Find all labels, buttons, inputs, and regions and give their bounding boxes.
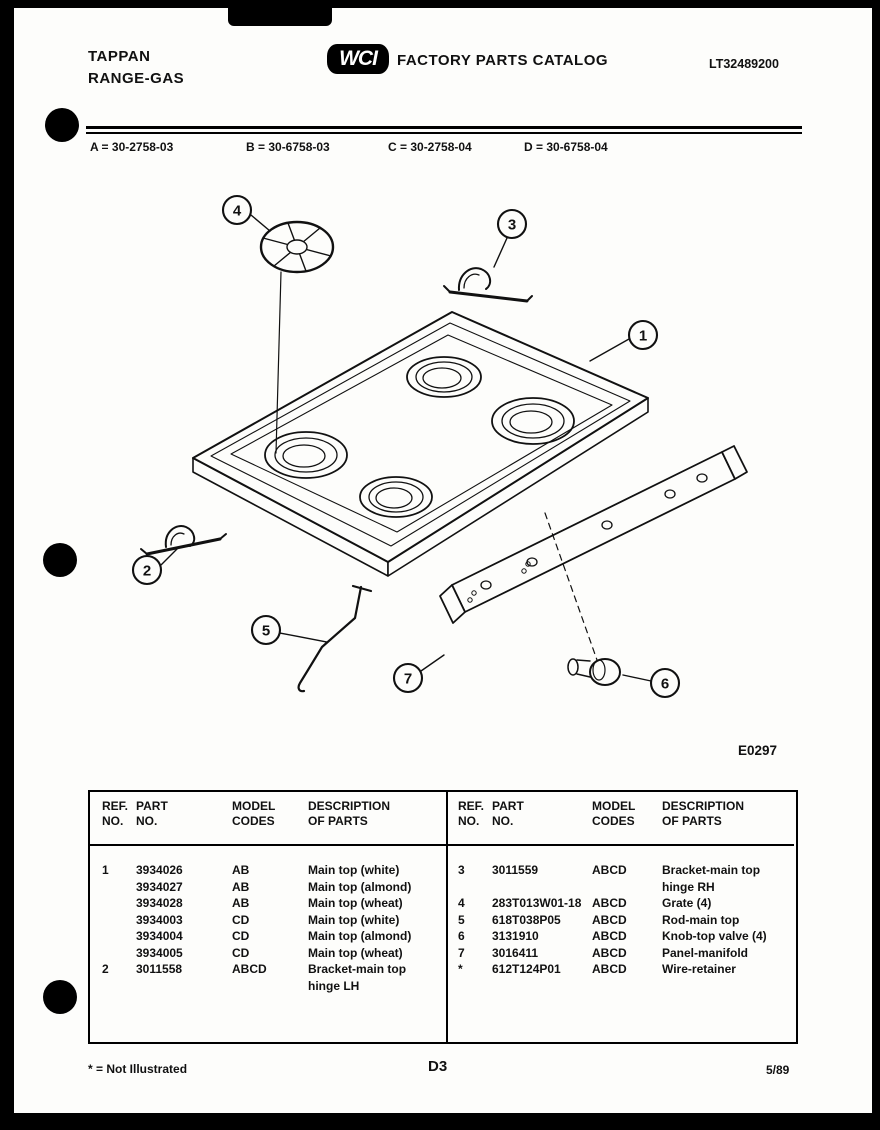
cell-codes: CD xyxy=(232,929,250,943)
cell-ref: 6 xyxy=(458,929,465,943)
cell-part: 618T038P05 xyxy=(492,912,561,927)
cell-part: 283T013W01-18 xyxy=(492,896,582,910)
svg-text:1: 1 xyxy=(638,327,648,345)
cell-desc: Main top (white) xyxy=(308,863,400,877)
svg-text:5: 5 xyxy=(261,622,271,640)
table-row xyxy=(90,945,446,962)
svg-text:6: 6 xyxy=(660,675,670,693)
parts-table-left-half xyxy=(90,792,448,1042)
cell-desc: Main top (wheat) xyxy=(308,896,403,910)
header-part: PART NO. xyxy=(136,799,168,828)
callout-2 xyxy=(133,556,161,584)
wci-logo: WCI xyxy=(327,44,389,74)
page-number: D3 xyxy=(428,1058,448,1075)
cell-desc: Main top (wheat) xyxy=(308,945,403,960)
svg-text:4: 4 xyxy=(232,202,242,220)
cell-part: 612T124P01 xyxy=(492,962,561,976)
model-code-legend xyxy=(0,140,880,156)
cell-codes: ABCD xyxy=(592,912,627,927)
cell-ref xyxy=(90,895,136,912)
document-number: LT32489200 xyxy=(709,57,779,71)
callout-6 xyxy=(651,669,679,697)
cell-desc: Bracket-main top hinge RH xyxy=(662,863,761,894)
parts-table-right-half xyxy=(448,792,794,1042)
cell-desc: Main top (white) xyxy=(308,912,400,927)
not-illustrated-note: * = Not Illustrated xyxy=(88,1062,188,1076)
cell-ref xyxy=(90,879,136,896)
cell-desc: Wire-retainer xyxy=(662,962,736,976)
cell-ref xyxy=(90,912,136,929)
header-divider-left xyxy=(90,844,446,846)
bracket-hinge-rh xyxy=(444,268,532,301)
cell-part: 3934003 xyxy=(136,912,183,927)
cell-part: 3011559 xyxy=(492,863,539,877)
cell-part: 3934004 xyxy=(136,929,183,943)
callout-5 xyxy=(252,616,280,644)
header-divider-right xyxy=(448,844,794,846)
cell-ref xyxy=(90,945,136,962)
cell-codes: ABCD xyxy=(592,962,627,976)
header-model: MODEL CODES xyxy=(592,799,636,828)
model-code-c: C = 30-2758-04 xyxy=(388,140,472,154)
cell-codes: ABCD xyxy=(592,896,627,910)
table-row xyxy=(448,945,794,962)
cell-part: 3016411 xyxy=(492,945,539,960)
cell-codes: ABCD xyxy=(592,929,627,943)
svg-text:7: 7 xyxy=(403,670,413,688)
punch-hole-top xyxy=(45,108,79,142)
cell-ref: 1 xyxy=(102,863,109,877)
table-row xyxy=(448,895,794,912)
header-ref: REF. NO. xyxy=(458,799,485,828)
table-row xyxy=(90,961,446,994)
header-rule-thin xyxy=(86,132,802,134)
table-header-right xyxy=(448,799,794,829)
cell-codes: AB xyxy=(232,863,250,877)
header-description: DESCRIPTION OF PARTS xyxy=(662,799,745,828)
header-rule-thick xyxy=(86,126,802,129)
brand-model-line: RANGE-GAS xyxy=(88,70,185,87)
header-model: MODEL CODES xyxy=(232,799,276,828)
table-row xyxy=(90,912,446,929)
cell-ref: 5 xyxy=(458,912,465,927)
table-body-left xyxy=(90,862,446,994)
cell-codes: ABCD xyxy=(232,962,267,976)
cell-ref: 4 xyxy=(458,896,465,910)
cell-part: 3934026 xyxy=(136,863,183,877)
punch-hole-bottom xyxy=(43,980,77,1014)
callout-1 xyxy=(629,321,657,349)
cell-part: 3011558 xyxy=(136,962,183,976)
exploded-diagram xyxy=(0,155,880,780)
cell-codes: CD xyxy=(232,945,250,960)
header-description: DESCRIPTION OF PARTS xyxy=(308,799,391,828)
table-row xyxy=(90,862,446,879)
date-code: 5/89 xyxy=(766,1063,790,1077)
model-code-b: B = 30-6758-03 xyxy=(246,140,330,154)
table-row xyxy=(90,928,446,945)
model-code-a: A = 30-2758-03 xyxy=(90,140,174,154)
catalog-title: FACTORY PARTS CATALOG xyxy=(397,52,609,69)
model-code-d: D = 30-6758-04 xyxy=(524,140,608,154)
cell-ref xyxy=(90,928,136,945)
cell-part: 3934028 xyxy=(136,896,183,910)
svg-text:2: 2 xyxy=(142,562,152,580)
table-row xyxy=(90,879,446,896)
cell-ref: 3 xyxy=(458,863,465,877)
figure-code: E0297 xyxy=(738,743,778,758)
brand-name: TAPPAN xyxy=(88,48,151,65)
svg-text:3: 3 xyxy=(507,216,517,234)
header-part: PART NO. xyxy=(492,799,524,828)
cell-part: 3934005 xyxy=(136,945,183,960)
table-row xyxy=(448,862,794,895)
cell-ref: 2 xyxy=(102,962,109,976)
scan-edge-top xyxy=(0,0,880,8)
header-ref: REF. NO. xyxy=(102,799,129,828)
callout-7 xyxy=(394,664,422,692)
scan-edge-bottom xyxy=(0,1113,880,1130)
table-header-left xyxy=(90,799,446,829)
table-row xyxy=(90,895,446,912)
callout-4 xyxy=(223,196,251,224)
knob-top-valve xyxy=(568,659,620,685)
cell-codes: AB xyxy=(232,896,250,910)
cell-part: 3131910 xyxy=(492,929,539,943)
cell-ref: 7 xyxy=(458,945,465,960)
cell-desc: Bracket-main top hinge LH xyxy=(308,962,407,993)
cell-part: 3934027 xyxy=(136,879,183,894)
scan-artifact-tab xyxy=(228,0,332,26)
cell-desc: Grate (4) xyxy=(662,896,712,910)
cell-desc: Rod-main top xyxy=(662,912,740,927)
table-row xyxy=(448,961,794,978)
table-row xyxy=(448,912,794,929)
cell-codes: ABCD xyxy=(592,863,627,877)
cell-ref: * xyxy=(458,962,463,976)
parts-table xyxy=(88,790,798,1044)
cell-desc: Main top (almond) xyxy=(308,929,412,943)
cell-codes: CD xyxy=(232,912,250,927)
cell-desc: Knob-top valve (4) xyxy=(662,929,767,943)
cell-codes: ABCD xyxy=(592,945,627,960)
cell-codes: AB xyxy=(232,879,250,894)
cell-desc: Panel-manifold xyxy=(662,945,749,960)
table-row xyxy=(448,928,794,945)
table-body-right xyxy=(448,862,794,978)
bracket-hinge-lh xyxy=(141,526,226,554)
cell-desc: Main top (almond) xyxy=(308,879,412,894)
callout-3 xyxy=(498,210,526,238)
